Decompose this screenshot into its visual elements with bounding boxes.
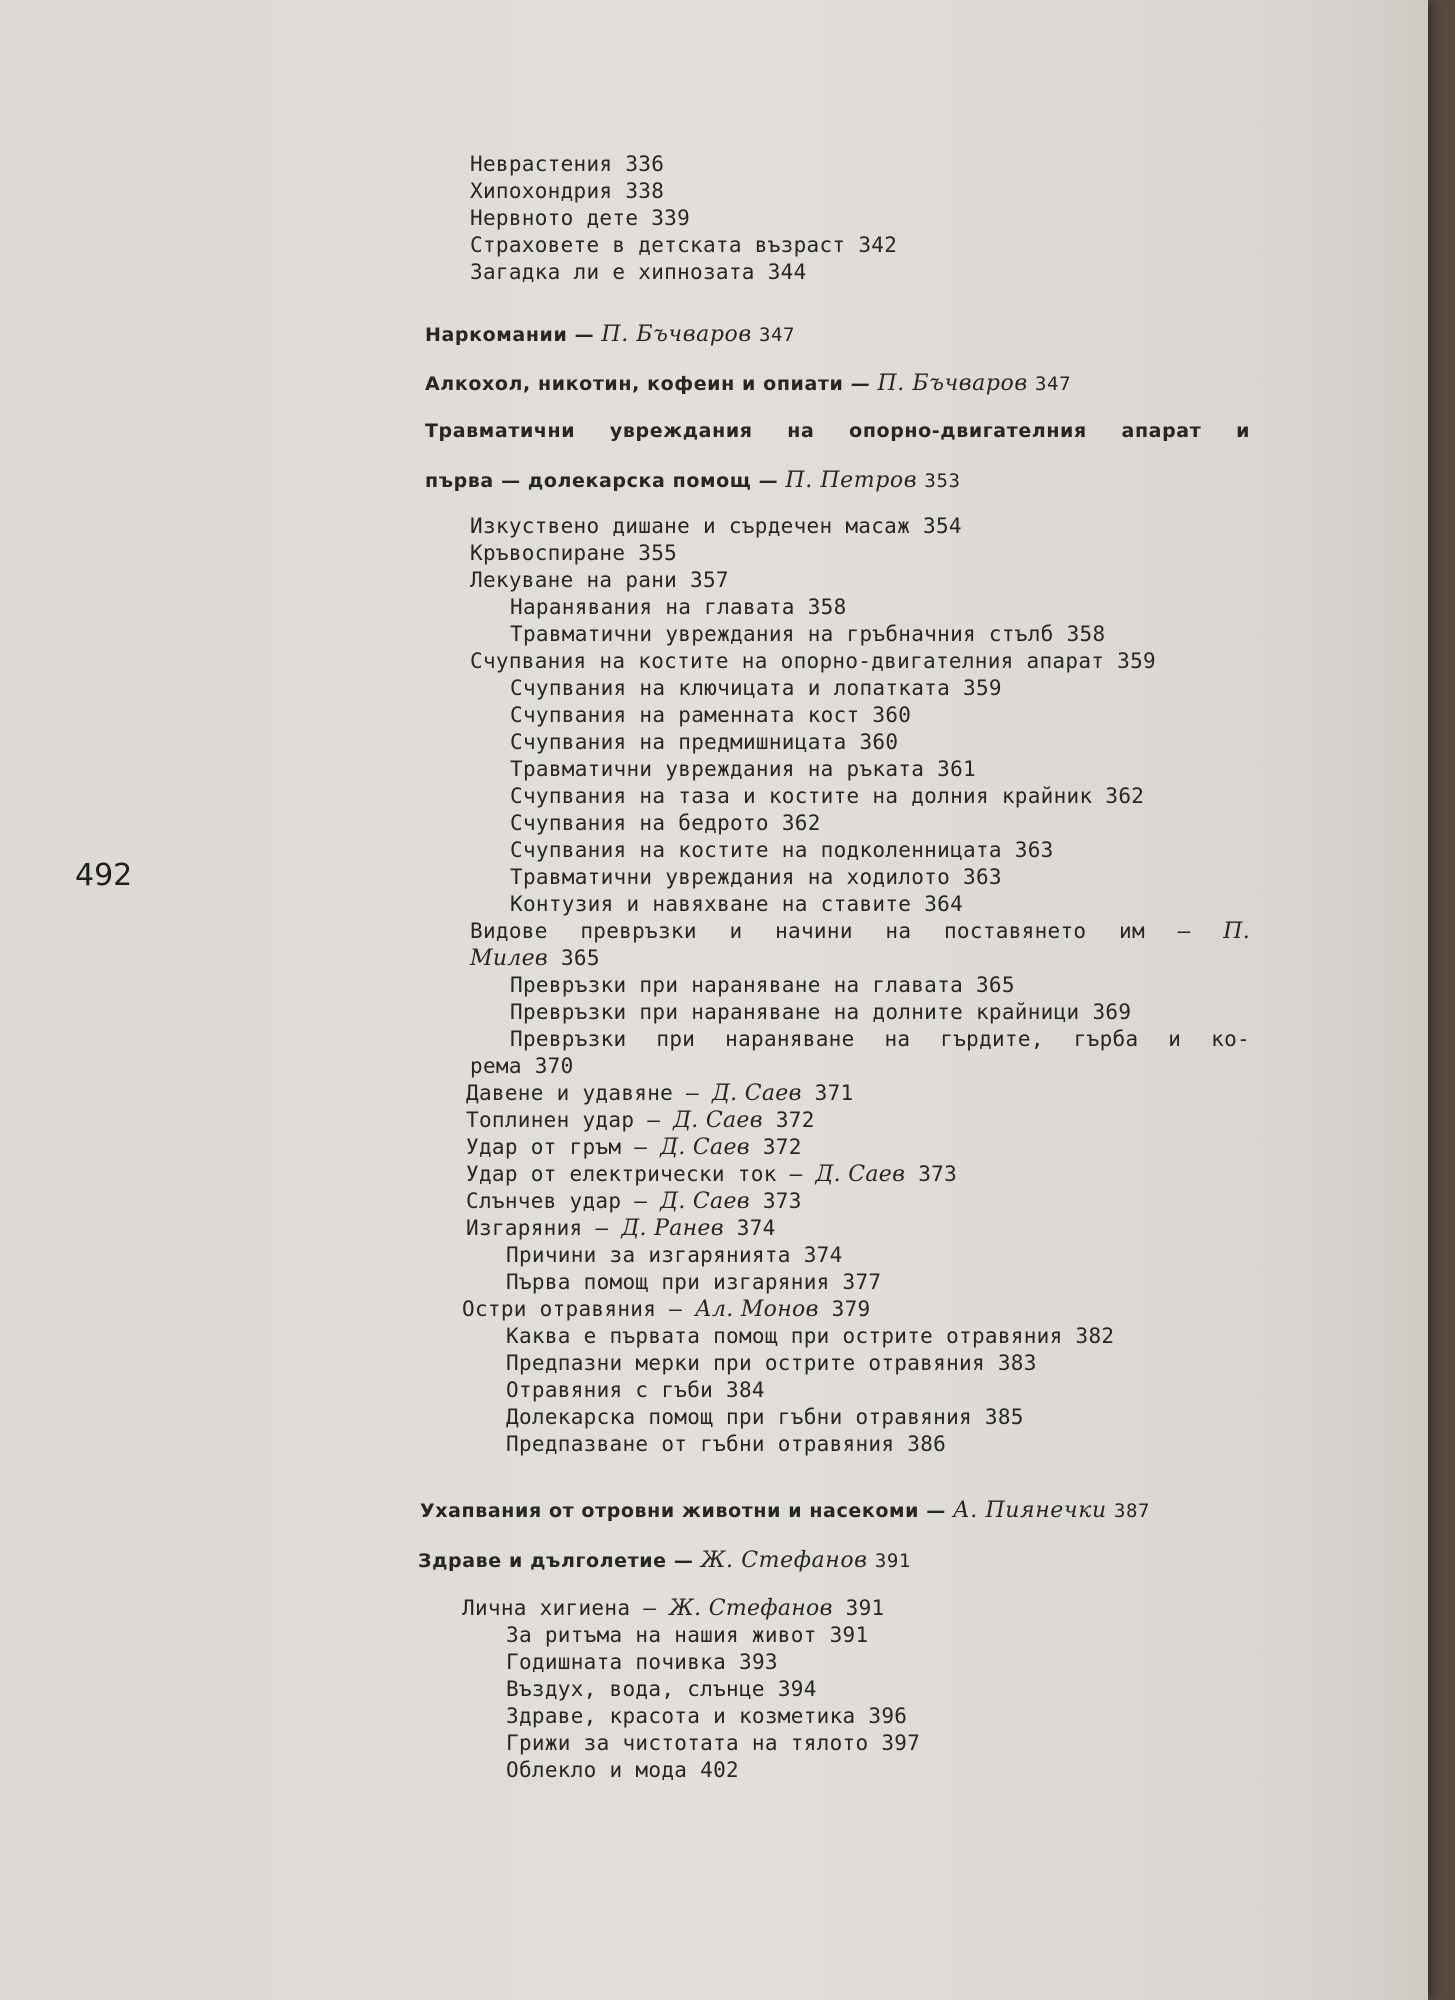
toc-entry-page: 362 [1105,784,1145,808]
toc-entry [506,1758,739,1782]
toc-section-heading [425,322,795,347]
toc-entry-page: 373 [918,1162,958,1186]
toc-entry-page: 359 [1117,649,1157,673]
toc-entry [470,206,690,230]
toc-entry [466,1108,815,1133]
toc-entry [510,892,963,916]
toc-entry-title: Долекарска помощ при гъбни отравяния [506,1405,972,1429]
toc-entry [506,1704,907,1728]
toc-entry-page: 359 [963,676,1002,700]
toc-entry-author: Ал. Монов [695,1297,819,1322]
toc-entry-page: 364 [924,892,964,916]
toc-entry-author: Д. Саев [815,1162,906,1187]
toc-entry [470,946,600,971]
toc-entry-title: Наранявания на главата [510,595,795,619]
toc-entry-page: 365 [560,946,600,970]
page-number: 492 [75,858,133,893]
toc-entry [506,1432,946,1456]
toc-entry-title: Контузия и навяхване на ставите [510,892,912,916]
toc-entry-page: 379 [831,1297,871,1321]
toc-entry-page: 360 [859,730,899,754]
toc-entry-page: 363 [1014,838,1054,862]
toc-entry-page: 383 [997,1351,1037,1375]
toc-entry [466,1135,802,1160]
toc-entry [510,622,1105,646]
toc-entry-page: 361 [937,757,976,781]
toc-entry-page: 391 [845,1596,885,1620]
toc-entry-page: 374 [736,1216,776,1240]
toc-entry-page: 362 [781,811,821,835]
toc-entry-title: Счупвания на раменната кост [510,703,860,727]
toc-entry-page: 347 [1035,373,1072,395]
toc-entry-author: Д. Саев [673,1108,763,1133]
toc-entry [506,1405,1024,1429]
toc-entry [506,1650,778,1674]
toc-entry-title: Остри отравяния — [462,1297,683,1321]
toc-entry-title: Предпазване от гъбни отравяния [506,1432,895,1456]
toc-entry [510,784,1144,808]
toc-entry-page: 382 [1075,1324,1115,1348]
toc-entry-page: 353 [924,470,961,492]
toc-entry-page: 342 [858,233,898,257]
toc-entry [470,541,677,565]
toc-entry [470,152,664,176]
toc-entry-title: Страховете в детската възраст [470,233,846,257]
toc-entry [506,1243,843,1267]
toc-entry-page: 394 [777,1677,817,1701]
toc-entry [510,973,1015,997]
toc-entry [506,1324,1114,1348]
toc-entry-title: Изкуствено дишане и сърдечен масаж [470,514,911,538]
toc-entry [466,1216,776,1241]
toc-entry [510,595,847,619]
toc-entry-title: Топлинен удар — [466,1108,661,1132]
toc-entry-author: Д. Ранев [621,1216,724,1241]
toc-entry [470,233,897,257]
toc-entry [510,811,821,835]
toc-entry [510,676,1002,700]
toc-entry-page: 357 [690,568,729,592]
toc-entry-title: Годишната почивка [506,1650,727,1674]
toc-entry-page: 391 [874,1550,911,1572]
toc-entry-title: първа — долекарска помощ — [425,470,779,492]
toc-entry-author: П. Бъчваров [601,322,752,347]
toc-entry [506,1378,765,1402]
toc-entry-page: 358 [1066,622,1106,646]
toc-entry [510,703,911,727]
toc-entry-title: Ухапвания от отровни животни и насекоми — [420,1500,946,1522]
toc-section-heading [425,371,1071,396]
toc-entry [510,730,898,754]
toc-entry-title: Въздух, вода, слънце [506,1677,765,1701]
toc-entry-page: 387 [1113,1500,1151,1522]
toc-entry [466,1162,957,1187]
toc-entry [510,1027,1250,1051]
toc-entry [506,1677,817,1701]
toc-entry [510,865,1002,889]
toc-entry-page: 360 [872,703,912,727]
toc-entry-page: 397 [881,1731,921,1755]
toc-entry-author: П. [1223,919,1250,944]
toc-entry-page: 385 [984,1405,1024,1429]
toc-entry-page: 402 [700,1758,739,1782]
toc-entry-page: 344 [767,260,807,284]
toc-entry-title: Първа помощ при изгаряния [506,1270,830,1294]
toc-entry [470,179,664,203]
toc-entry-page: 355 [638,541,678,565]
toc-entry-title: Травматични увреждания на ходилото [510,865,951,889]
toc-entry-title: Счупвания на бедрото [510,811,769,835]
toc-entry-page: 372 [775,1108,815,1132]
toc-entry-title: Счупвания на предмишницата [510,730,847,754]
toc-entry-author: А. Пиянечки [953,1498,1107,1523]
toc-entry [506,1351,1037,1375]
toc-entry-title: Изгаряния — [466,1216,609,1240]
toc-entry-title: Счупвания на таза и костите на долния крайник [510,784,1093,808]
toc-entry-title: Удар от гръм — [466,1135,648,1159]
toc-entry-title: Счупвания на ключицата и лопатката [510,676,951,700]
toc-entry-page: 377 [842,1270,882,1294]
toc-entry-author: Д. Саев [711,1081,802,1106]
toc-entry [510,757,976,781]
toc-entry-page: 371 [814,1081,854,1105]
toc-entry-title: Лична хигиена — [462,1596,657,1620]
toc-entry-title: Здраве, красота и козметика [506,1704,856,1728]
toc-entry-title: Отравяния с гъби [506,1378,714,1402]
toc-entry-page: 396 [868,1704,908,1728]
toc-entry-page: 384 [726,1378,765,1402]
toc-section-heading [420,1498,1150,1523]
toc-entry-page: 363 [963,865,1002,889]
toc-entry-page: 369 [1092,1000,1132,1024]
toc-entry [470,260,807,284]
toc-entry [470,1054,574,1078]
toc-entry-title: Превръзки при нараняване на гърдите, гърба и ко- [510,1027,1250,1051]
toc-entry-page: 393 [739,1650,778,1674]
toc-entry-title: Травматични увреждания на опорно-двигателния апарат и [425,420,1250,442]
toc-entry-page: 386 [907,1432,947,1456]
toc-entry-title: Травматични увреждания на ръката [510,757,925,781]
toc-entry-title: Счупвания на костите на опорно-двигателния апарат [470,649,1105,673]
toc-entry-page: 347 [758,324,796,346]
toc-entry-title: Неврастения [470,152,613,176]
toc-entry-title: Слънчев удар — [466,1189,648,1213]
toc-entry-title: Лекуване на рани [470,568,678,592]
toc-entry [506,1731,920,1755]
toc-entry [462,1596,885,1621]
toc-entry-title: Удар от електрически ток — [466,1162,803,1186]
toc-section-heading [425,420,1250,442]
toc-entry-author: Ж. Стефанов [669,1596,833,1621]
toc-entry-author: П. Бъчваров [877,371,1028,396]
toc-entry-page: 372 [762,1135,802,1159]
toc-entry-title: Травматични увреждания на гръбначния стълб [510,622,1054,646]
toc-entry [506,1623,868,1647]
toc-entry-author: Ж. Стефанов [700,1548,868,1573]
toc-entry-page: 365 [975,973,1015,997]
toc-entry-page: 370 [534,1054,574,1078]
toc-entry-title: Давене и удавяне — [466,1081,699,1105]
toc-entry-title: Хипохондрия [470,179,613,203]
toc-entry-title: Нервното дете [470,206,639,230]
toc-entry-title: Здраве и дълголетие — [418,1550,694,1572]
toc-entry-author: Д. Саев [660,1135,750,1160]
toc-entry-page: 373 [762,1189,802,1213]
toc-entry-page: 374 [803,1243,843,1267]
toc-entry-title: Причини за изгарянията [506,1243,791,1267]
toc-entry [466,1081,853,1106]
toc-entry-page: 358 [807,595,847,619]
toc-entry-page: 391 [829,1623,869,1647]
toc-entry-title: Облекло и мода [506,1758,688,1782]
toc-entry-title: Наркомании — [425,324,595,346]
toc-entry-author: Д. Саев [660,1189,750,1214]
toc-entry-page: 338 [625,179,665,203]
toc-section-heading [418,1548,911,1573]
toc-entry-page: 339 [651,206,691,230]
toc-entry-title: Видове превръзки и начини на поставянето им — [470,919,1191,943]
toc-entry-author: Милев [470,946,549,971]
toc-entry [466,1189,802,1214]
toc-entry [506,1270,881,1294]
toc-entry [462,1297,870,1322]
toc-entry [510,838,1054,862]
toc-entry-page: 354 [923,514,962,538]
toc-entry [510,1000,1131,1024]
toc-section-heading [425,468,961,493]
toc-entry-page: 336 [625,152,665,176]
toc-entry-title: Кръвоспиране [470,541,626,565]
toc-entry [470,649,1156,673]
toc-entry-title: За ритъма на нашия живот [506,1623,817,1647]
toc-entry [470,568,729,592]
toc-entry [470,919,1250,944]
toc-entry-title: Превръзки при нараняване на долните крайници [510,1000,1080,1024]
toc-entry-author: П. Петров [785,468,918,493]
toc-entry-title: Алкохол, никотин, кофеин и опиати — [425,373,871,395]
toc-entry [470,514,962,538]
toc-entry-title: рема [470,1054,522,1078]
toc-entry-title: Счупвания на костите на подколенницата [510,838,1002,862]
toc-entry-title: Каква е първата помощ при острите отравяния [506,1324,1063,1348]
toc-entry-title: Грижи за чистотата на тялото [506,1731,869,1755]
toc-entry-title: Предпазни мерки при острите отравяния [506,1351,985,1375]
toc-entry-title: Загадка ли е хипнозата [470,260,755,284]
toc-entry-title: Превръзки при нараняване на главата [510,973,964,997]
